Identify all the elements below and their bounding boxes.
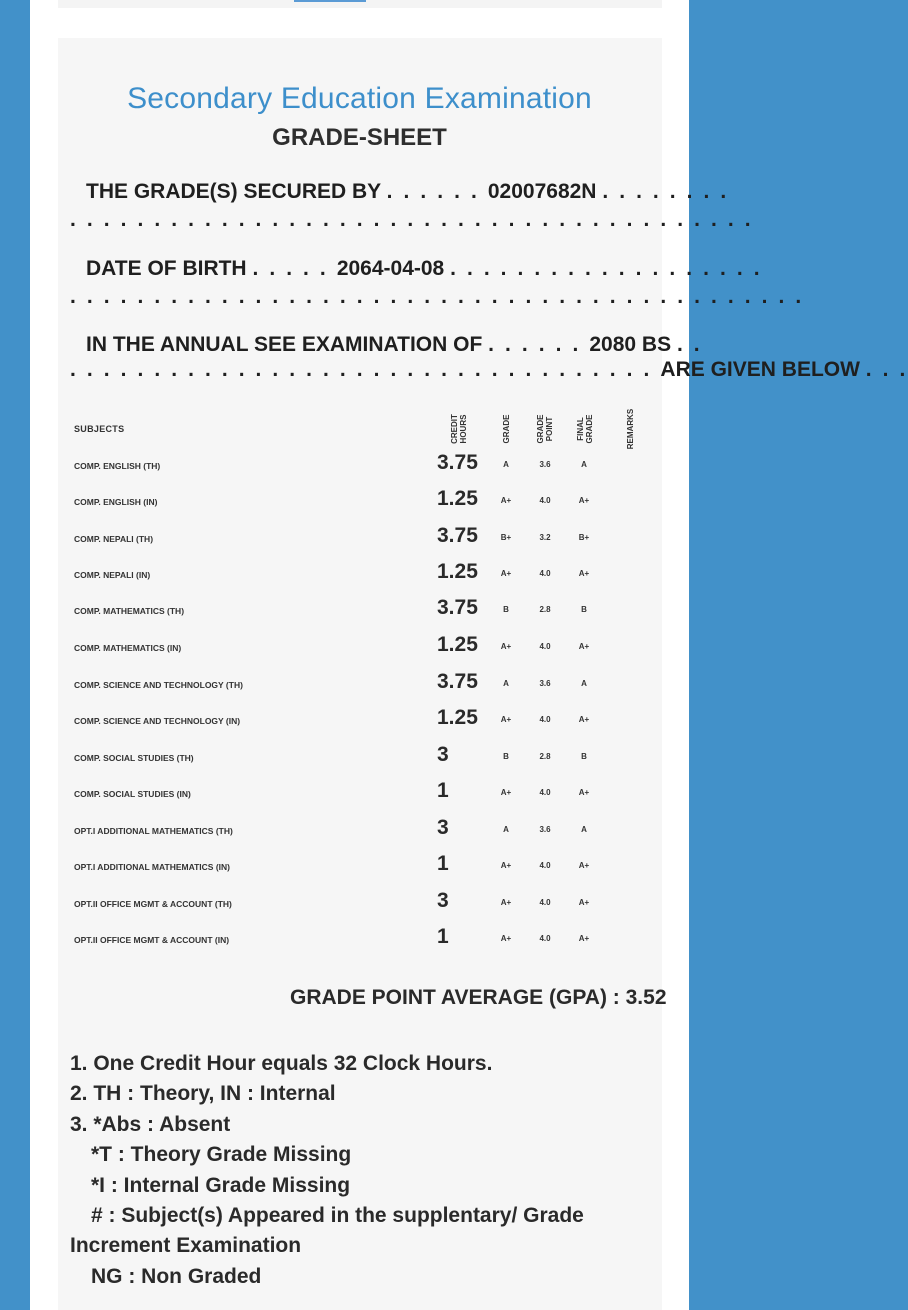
credit-hours: 1.25 xyxy=(437,706,478,729)
header-final-grade-line1: FINAL xyxy=(576,417,585,441)
note-th-in: 2. TH : Theory, IN : Internal xyxy=(70,1082,336,1105)
table-row xyxy=(0,670,705,706)
header-credit-hours-line1: CREDIT xyxy=(450,414,459,444)
top-tab-indicator xyxy=(294,0,366,2)
header-grade-point-line1: GRADE xyxy=(536,414,545,444)
note-theory-missing: *T : Theory Grade Missing xyxy=(91,1143,352,1166)
table-row xyxy=(0,706,705,742)
table-row xyxy=(0,451,705,487)
grade-point: 4.0 xyxy=(539,788,551,797)
subject-name: COMP. ENGLISH (IN) xyxy=(74,497,158,507)
table-row xyxy=(0,925,705,961)
grade-point: 4.0 xyxy=(539,715,551,724)
table-row xyxy=(0,779,705,815)
final-grade: A+ xyxy=(578,934,590,943)
subject-name: COMP. ENGLISH (TH) xyxy=(74,461,161,471)
final-grade: A xyxy=(581,460,587,469)
secured-by-label: THE GRADE(S) SECURED BY xyxy=(86,180,381,203)
grade: A xyxy=(503,679,509,688)
exam-title: Secondary Education Examination xyxy=(127,82,592,115)
grade: B+ xyxy=(500,533,512,542)
final-grade: A+ xyxy=(578,861,590,870)
header-final-grade xyxy=(576,412,594,446)
grade: A+ xyxy=(500,569,512,578)
grade: A+ xyxy=(500,642,512,651)
credit-hours: 3.75 xyxy=(437,451,478,474)
subject-name: COMP. MATHEMATICS (TH) xyxy=(74,606,185,616)
final-grade: A+ xyxy=(578,496,590,505)
note-supplementary: # : Subject(s) Appeared in the supplentary/ Grade xyxy=(91,1204,584,1227)
grade-sheet-subtitle: GRADE-SHEET xyxy=(272,124,447,151)
grade: B xyxy=(503,605,509,614)
note-internal-missing: *I : Internal Grade Missing xyxy=(91,1174,351,1197)
final-grade: B xyxy=(581,605,587,614)
grade-point: 2.8 xyxy=(539,752,551,761)
header-subjects: SUBJECTS xyxy=(74,424,125,434)
final-grade: A+ xyxy=(578,569,590,578)
subject-name: OPT.II OFFICE MGMT & ACCOUNT (TH) xyxy=(74,899,232,909)
grade-point: 4.0 xyxy=(539,898,551,907)
symbol-number: 02007682N xyxy=(487,180,597,203)
grade-point: 3.2 xyxy=(539,533,551,542)
table-row xyxy=(0,633,705,669)
table-row xyxy=(0,889,705,925)
given-below-label: ARE GIVEN BELOW xyxy=(660,358,860,381)
subject-name: COMP. NEPALI (TH) xyxy=(74,534,154,544)
header-final-grade-line2: GRADE xyxy=(585,414,594,444)
header-grade: GRADE xyxy=(502,414,511,444)
final-grade: B xyxy=(581,752,587,761)
header-credit-hours xyxy=(450,412,468,446)
subject-name: COMP. SCIENCE AND TECHNOLOGY (TH) xyxy=(74,680,243,690)
grade-point: 3.6 xyxy=(539,679,551,688)
subject-name: COMP. SOCIAL STUDIES (IN) xyxy=(74,789,191,799)
grade: A+ xyxy=(500,788,512,797)
grade-point: 2.8 xyxy=(539,605,551,614)
dob-line xyxy=(86,257,762,281)
credit-hours: 3 xyxy=(437,743,449,766)
credit-hours: 3 xyxy=(437,816,449,839)
credit-hours: 3 xyxy=(437,889,449,912)
dot-leader: . . . . . . . . xyxy=(602,180,729,203)
grade: A+ xyxy=(500,898,512,907)
dot-leader: . . . xyxy=(865,358,908,381)
subject-name: COMP. SCIENCE AND TECHNOLOGY (IN) xyxy=(74,716,241,726)
grade: A xyxy=(503,825,509,834)
table-row xyxy=(0,524,705,560)
credit-hours: 1 xyxy=(437,925,449,948)
final-grade: A+ xyxy=(578,715,590,724)
credit-hours: 1.25 xyxy=(437,487,478,510)
table-row xyxy=(0,743,705,779)
dob-label: DATE OF BIRTH xyxy=(86,257,247,280)
dot-leader: . . . . . . xyxy=(488,333,590,356)
final-grade: A xyxy=(581,825,587,834)
grade-point: 3.6 xyxy=(539,825,551,834)
credit-hours: 3.75 xyxy=(437,670,478,693)
note-non-graded: NG : Non Graded xyxy=(91,1265,262,1288)
exam-line xyxy=(86,333,702,357)
header-grade-point-line2: POINT xyxy=(545,416,554,442)
dob-value: 2064-04-08 xyxy=(336,257,445,280)
dot-leader-row: . . . . . . . . . . . . . . . . . . . . . . . . . . . . . . . . . . . . . . . . . . . . xyxy=(70,285,804,308)
table-row xyxy=(0,852,705,888)
grade-point: 4.0 xyxy=(539,934,551,943)
dot-leader-row: . . . . . . . . . . . . . . . . . . . . . . . . . . . . . . . . . . . . . . . . . xyxy=(70,208,754,231)
note-absent: 3. *Abs : Absent xyxy=(70,1113,231,1136)
credit-hours: 3.75 xyxy=(437,596,478,619)
credit-hours: 1.25 xyxy=(437,560,478,583)
grade-point: 4.0 xyxy=(539,642,551,651)
grade: A+ xyxy=(500,934,512,943)
subject-name: OPT.I ADDITIONAL MATHEMATICS (TH) xyxy=(74,826,233,836)
grade-point: 3.6 xyxy=(539,460,551,469)
dot-leader: . . . . . . xyxy=(386,180,488,203)
credit-hours: 3.75 xyxy=(437,524,478,547)
subject-name: COMP. SOCIAL STUDIES (TH) xyxy=(74,753,194,763)
table-row xyxy=(0,596,705,632)
credit-hours: 1.25 xyxy=(437,633,478,656)
table-row xyxy=(0,560,705,596)
grade-point: 4.0 xyxy=(539,496,551,505)
note-increment-exam: Increment Examination xyxy=(70,1234,302,1257)
grade-point: 4.0 xyxy=(539,569,551,578)
header-credit-hours-line2: HOURS xyxy=(459,414,468,444)
credit-hours: 1 xyxy=(437,852,449,875)
final-grade: A+ xyxy=(578,898,590,907)
given-below-line xyxy=(70,358,908,382)
table-row xyxy=(0,487,705,523)
grade: A+ xyxy=(500,496,512,505)
subject-name: COMP. MATHEMATICS (IN) xyxy=(74,643,182,653)
grade-point: 4.0 xyxy=(539,861,551,870)
exam-label: IN THE ANNUAL SEE EXAMINATION OF xyxy=(86,333,483,356)
dot-leader: . . . . . . . . . . . . . . . . . . . xyxy=(450,257,763,280)
dot-leader: . . . . . . . . . . . . . . . . . . . . . . . . . . . . . . . . . . . xyxy=(70,358,661,381)
subject-name: OPT.I ADDITIONAL MATHEMATICS (IN) xyxy=(74,862,230,872)
credit-hours: 1 xyxy=(437,779,449,802)
final-grade: A+ xyxy=(578,788,590,797)
grade: B xyxy=(503,752,509,761)
note-credit-hour: 1. One Credit Hour equals 32 Clock Hours. xyxy=(70,1052,493,1075)
header-grade-point xyxy=(536,412,554,446)
subject-name: OPT.II OFFICE MGMT & ACCOUNT (IN) xyxy=(74,935,230,945)
subject-name: COMP. NEPALI (IN) xyxy=(74,570,151,580)
final-grade: A xyxy=(581,679,587,688)
secured-by-line xyxy=(86,180,729,204)
final-grade: A+ xyxy=(578,642,590,651)
dot-leader: . . . . . xyxy=(252,257,337,280)
header-remarks: REMARKS xyxy=(626,408,635,450)
grade: A+ xyxy=(500,715,512,724)
gpa-summary: GRADE POINT AVERAGE (GPA) : 3.52 xyxy=(290,986,667,1009)
exam-year: 2080 BS xyxy=(589,333,672,356)
final-grade: B+ xyxy=(578,533,590,542)
grade: A+ xyxy=(500,861,512,870)
grade: A xyxy=(503,460,509,469)
table-row xyxy=(0,816,705,852)
dot-leader: . . xyxy=(676,333,703,356)
